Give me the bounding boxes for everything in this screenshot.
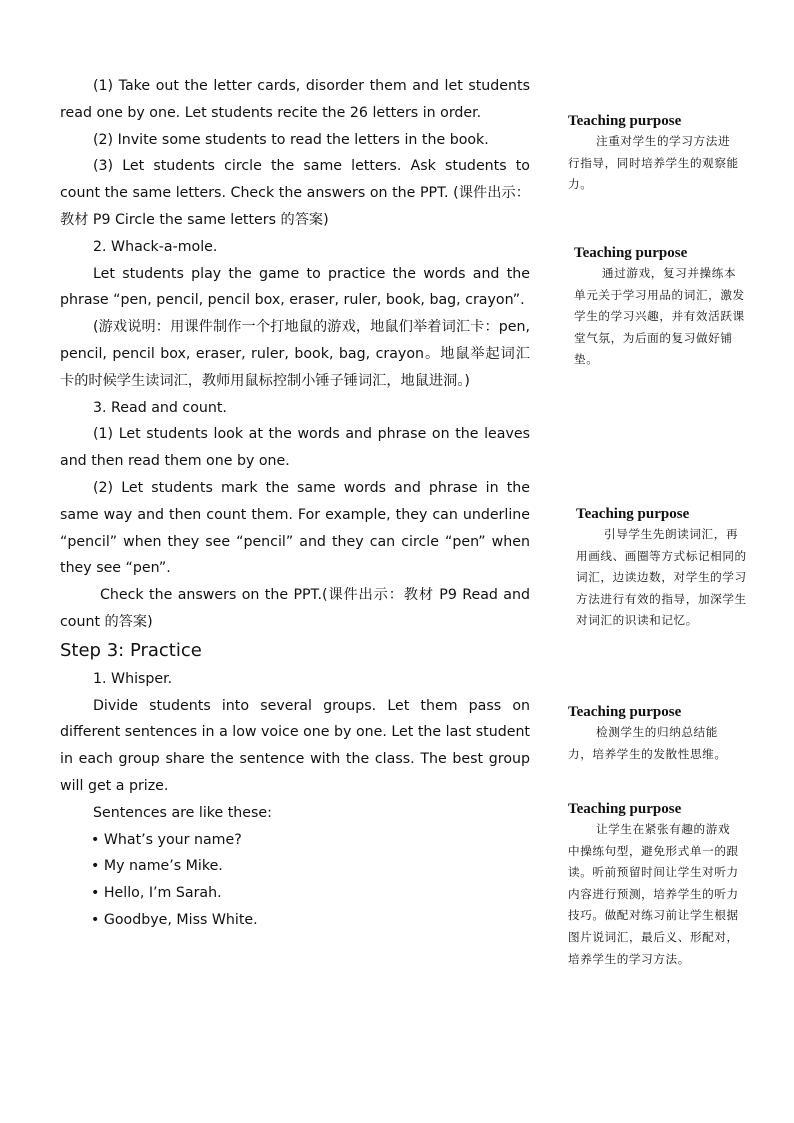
section-heading: 1. Whisper. [93, 670, 173, 687]
bullet-item: • Hello, I’m Sarah. [91, 885, 222, 902]
note-text: 引导学生先朗读词汇，再用画线、画圈等方式标记相同的词汇，边读边数，对学生的学习方法进行有效的指导，加深学生对词汇的识读和记忆。 [576, 527, 747, 628]
note-title: Teaching purpose [568, 801, 682, 817]
paragraph: (2) Invite some students to read the letters in the book. [93, 131, 489, 148]
note-title: Teaching purpose [568, 704, 682, 720]
section-heading: 3. Read and count. [93, 399, 227, 416]
note-title: Teaching purpose [574, 245, 688, 261]
step-heading: Step 3: Practice [60, 639, 202, 661]
paragraph: (1) Let students look at the words and phrase on the leaves and then read them one by one. [60, 426, 530, 470]
teaching-purpose-note [568, 799, 742, 970]
bullet-item: • My name’s Mike. [91, 858, 223, 875]
teaching-purpose-note [576, 504, 750, 632]
paragraph: Divide students into several groups. Let them pass on different sentences in a low voice one by one. Let the last student in each group share the sentence with the class. The best group will get a prize. [60, 697, 530, 794]
note-text: 检测学生的归纳总结能力，培养学生的发散性思维。 [568, 725, 727, 761]
bullet-item: • What’s your name? [91, 831, 242, 848]
paragraph: Let students play the game to practice the words and the phrase “pen, pencil, pencil box, eraser, ruler, book, bag, crayon”. [60, 265, 530, 309]
paragraph: (3) Let students circle the same letters. Ask students to count the same letters. Check the answers on the PPT. (课件出示：教材 P9 Circle the same letters 的答案) [60, 158, 530, 228]
note-title: Teaching purpose [576, 506, 690, 522]
paragraph: Check the answers on the PPT.(课件出示：教材 P9 Read and count 的答案) [60, 587, 530, 630]
note-text: 让学生在紧张有趣的游戏中操练句型，避免形式单一的跟读。听前预留时间让学生对听力内容进行预测，培养学生的听力技巧。做配对练习前让学生根据图片说词汇，最后义、形配对，培养学生的学习方法。 [568, 822, 739, 966]
teaching-purpose-note [568, 702, 742, 765]
note-text: 通过游戏，复习并操练本单元关于学习用品的词汇，激发学生的学习兴趣，并有效活跃课堂气氛，为后面的复习做好铺垫。 [574, 266, 745, 367]
paragraph: (2) Let students mark the same words and phrase in the same way and then count them. For example, they can underline “pencil” when they see “pencil” and they can circle “pen” when they see “pen”. [60, 479, 530, 577]
paragraph: (1) Take out the letter cards, disorder them and let students read one by one. Let students recite the 26 letters in order. [60, 78, 530, 121]
lesson-body [60, 73, 530, 934]
note-text: 注重对学生的学习方法进行指导，同时培养学生的观察能力。 [568, 134, 739, 192]
paragraph: Sentences are like these: [93, 804, 272, 821]
section-heading: 2. Whack-a-mole. [93, 238, 218, 255]
note-title: Teaching purpose [568, 113, 682, 129]
teaching-purpose-note [574, 243, 748, 371]
bullet-item: • Goodbye, Miss White. [91, 911, 258, 928]
paragraph: (游戏说明：用课件制作一个打地鼠的游戏，地鼠们举着词汇卡：pen, pencil, pencil box, eraser, ruler, book, bag, crayon。地鼠举起词汇卡的时候学生读词汇，教师用鼠标控制小锤子锤词汇，地鼠进洞。) [60, 319, 530, 389]
teaching-purpose-note [568, 111, 742, 196]
